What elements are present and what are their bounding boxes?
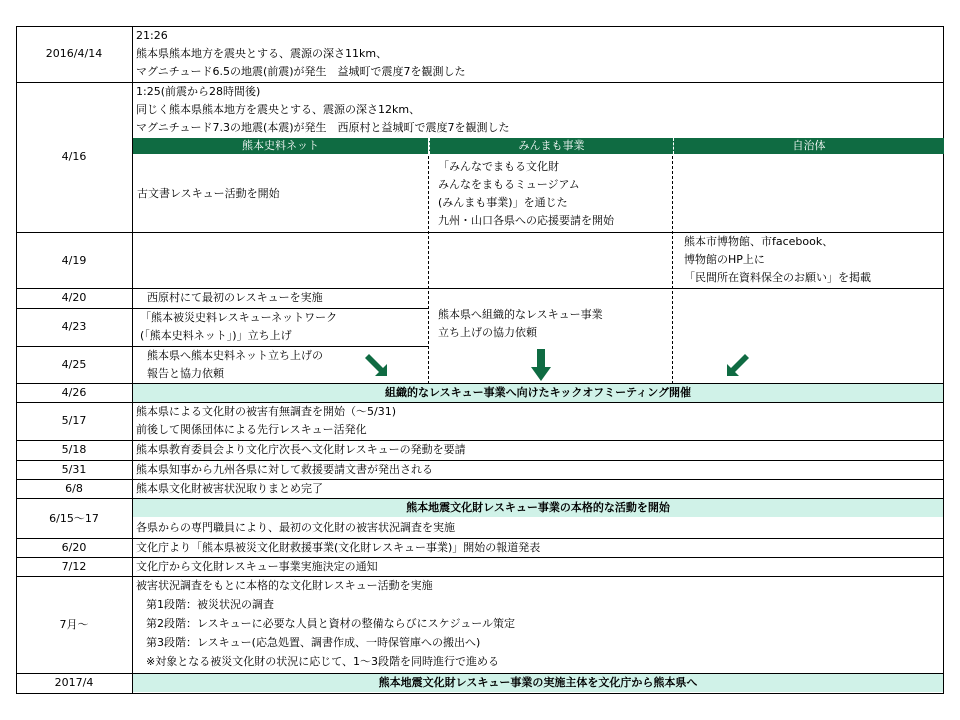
- date-cell: 2017/4: [54, 676, 94, 689]
- event-text: 熊本県へ組織的なレスキュー事業: [438, 308, 603, 321]
- event-text: 博物館のHP上に: [684, 253, 765, 266]
- event-text: 熊本県教育委員会より文化庁次長へ文化財レスキューの発動を要請: [136, 443, 466, 456]
- column-divider: [672, 156, 673, 384]
- arrow-down-icon: [531, 349, 551, 381]
- event-text: みんなをまもるミュージアム: [438, 178, 580, 191]
- event-text: マグニチュード7.3の地震(本震)が発生 西原村と益城町で震度7を観測した: [136, 121, 510, 134]
- date-cell: 4/23: [61, 320, 87, 333]
- event-text: 熊本県文化財被害状況取りまとめ完了: [136, 482, 323, 495]
- event-text: 第2段階：レスキューに必要な人員と資材の整備ならびにスケジュール策定: [146, 617, 516, 630]
- event-text: 九州・山口各県への応援要請を開始: [438, 214, 614, 227]
- date-cell: 4/26: [61, 386, 87, 399]
- event-text: 被害状況調査をもとに本格的な文化財レスキュー活動を実施: [136, 579, 433, 592]
- event-text: 文化庁から文化財レスキュー事業実施決定の通知: [136, 560, 378, 573]
- event-text: 報告と協力依頼: [147, 367, 224, 380]
- event-text: 第3段階：レスキュー(応急処置、調書作成、一時保管庫への搬出へ): [146, 636, 481, 649]
- column-header-municipality: 自治体: [673, 138, 944, 154]
- event-text: 「民間所在資料保全のお願い」を掲載: [684, 271, 871, 284]
- event-text: 21:26: [136, 29, 168, 42]
- event-text: 各県からの専門職員により、最初の文化財の被害状況調査を実施: [136, 521, 455, 534]
- event-text: 古文書レスキュー活動を開始: [137, 187, 280, 200]
- arrow-down-right-icon: [362, 351, 392, 381]
- event-text: 熊本県による文化財の被害有無調査を開始（～5/31): [136, 405, 396, 418]
- table-border-right: [943, 26, 944, 694]
- date-cell: 5/31: [61, 463, 87, 476]
- date-cell: 6/20: [61, 541, 87, 554]
- event-text: 文化庁より「熊本県被災文化財救援事業(文化財レスキュー事業)」開始の報道発表: [136, 541, 541, 554]
- event-text: 熊本市博物館、市facebook、: [684, 235, 834, 248]
- event-text: マグニチュード6.5の地震(前震)が発生 益城町で震度7を観測した: [136, 65, 466, 78]
- event-text: (みんまも事業)」を通じた: [438, 196, 568, 209]
- event-text: 立ち上げの協力依頼: [438, 326, 537, 339]
- event-text: 第1段階：被災状況の調査: [146, 598, 274, 611]
- event-text: 熊本県熊本地方を震央とする、震源の深さ11km、: [136, 47, 388, 60]
- event-text: 「みんなでまもる文化財: [438, 160, 559, 173]
- milestone-bar: 熊本地震文化財レスキュー事業の本格的な活動を開始: [133, 499, 943, 517]
- date-cell: 4/25: [61, 358, 87, 371]
- column-header-shiryo-net: 熊本史料ネット: [133, 138, 428, 154]
- timeline-table: [16, 26, 944, 694]
- date-cell: 7月～: [59, 618, 89, 631]
- event-text: ※対象となる被災文化財の状況に応じて、1～3段階を同時進行で進める: [146, 655, 499, 668]
- date-cell: 4/16: [61, 150, 87, 163]
- date-cell: 5/17: [61, 414, 87, 427]
- milestone-bar: 熊本地震文化財レスキュー事業の実施主体を文化庁から熊本県へ: [133, 674, 943, 692]
- date-cell: 6/8: [65, 482, 83, 495]
- table-border-bottom: [16, 693, 944, 694]
- date-cell: 5/18: [61, 443, 87, 456]
- event-text: (「熊本史料ネット」)」立ち上げ: [140, 329, 292, 342]
- column-divider: [428, 156, 429, 384]
- date-cell: 2016/4/14: [45, 47, 103, 60]
- event-text: 熊本県知事から九州各県に対して救援要請文書が発出される: [136, 463, 433, 476]
- milestone-bar: 組織的なレスキュー事業へ向けたキックオフミーティング開催: [133, 384, 943, 402]
- event-text: 熊本県へ熊本史料ネット立ち上げの: [147, 349, 323, 362]
- event-text: 同じく熊本県熊本地方を震央とする、震源の深さ12km、: [136, 103, 421, 116]
- date-cell: 7/12: [61, 560, 87, 573]
- date-cell: 4/20: [61, 291, 87, 304]
- event-text: 西原村にて最初のレスキューを実施: [147, 291, 323, 304]
- event-text: 「熊本被災史料レスキューネットワーク: [140, 311, 338, 324]
- date-cell: 4/19: [61, 254, 87, 267]
- arrow-down-left-icon: [722, 351, 752, 381]
- date-column-divider: [132, 26, 133, 694]
- date-cell: 6/15～17: [49, 512, 99, 525]
- event-text: 1:25(前震から28時間後): [136, 85, 261, 98]
- event-text: 前後して関係団体による先行レスキュー活発化: [136, 423, 367, 436]
- column-header-minmamo: みんまも事業: [429, 138, 673, 154]
